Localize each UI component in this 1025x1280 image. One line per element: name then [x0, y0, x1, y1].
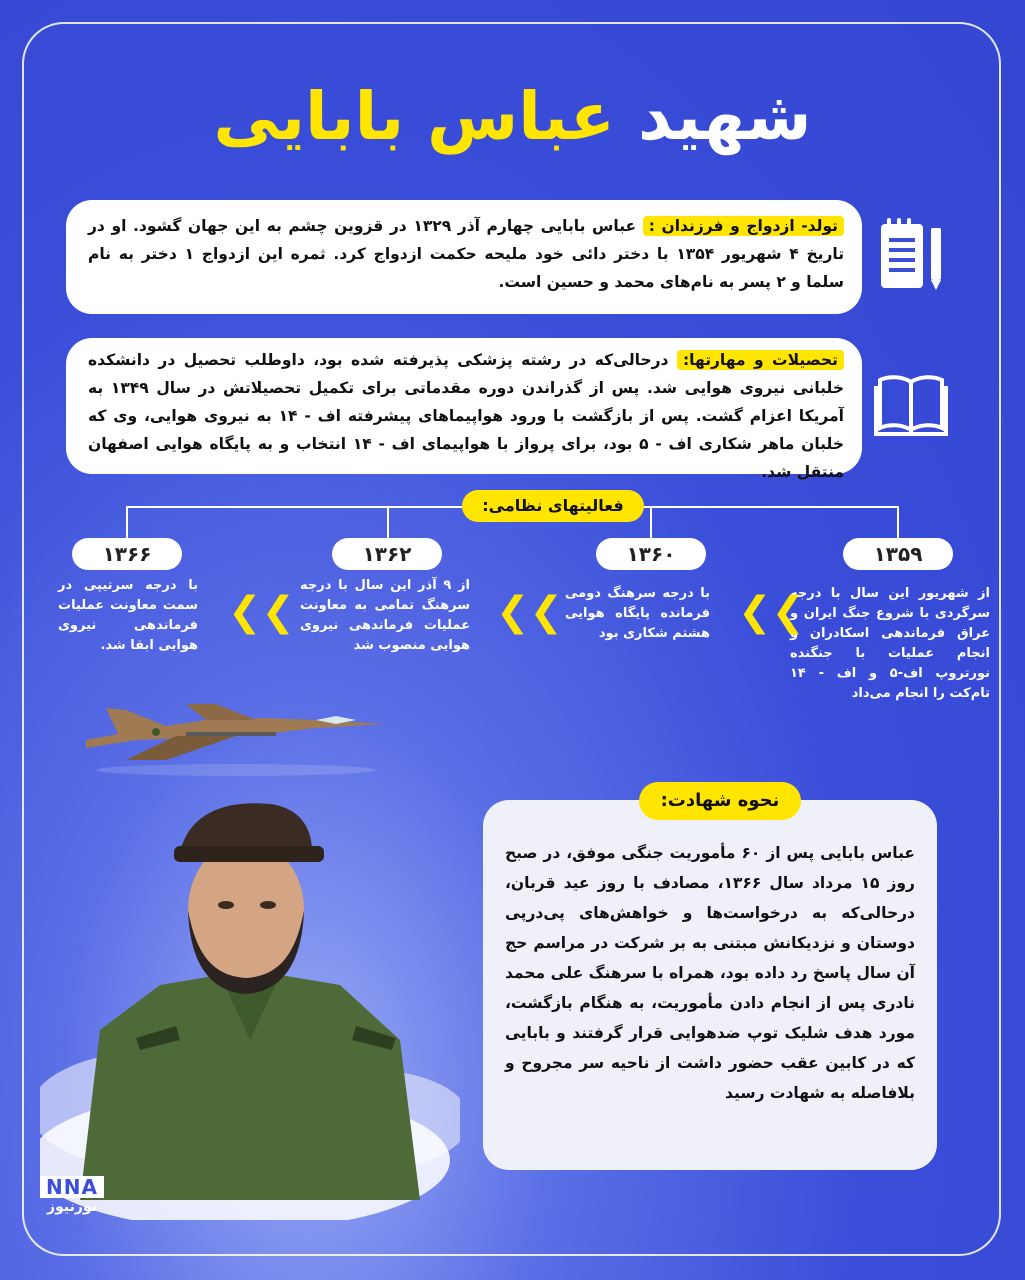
timeline-text-1362: از ۹ آذر این سال با درجه سرهنگ تمامی به معاونت عملیات فرماندهی نیروی هوایی منصوب شد [300, 578, 470, 653]
birth-heading: تولد- ازدواج و فرزندان : [643, 216, 844, 236]
double-chevron-left-icon: ❮❮ [228, 589, 296, 635]
fighter-jet-illustration [66, 690, 396, 784]
timeline-year-1366: ۱۳۶۶ [72, 538, 182, 570]
portrait-illustration [40, 780, 460, 1220]
logo-latin: NNA [40, 1176, 104, 1198]
timeline-text-1366: با درجه سرتیپی در سمت معاونت عملیات فرماندهی نیروی هوایی ابقا شد. [58, 578, 198, 653]
education-heading: تحصیلات و مهارتها: [677, 350, 844, 370]
news-agency-logo [40, 1176, 104, 1216]
double-chevron-left-icon: ❮❮ [738, 589, 806, 635]
timeline-title: فعالیتهای نظامی: [462, 490, 644, 522]
education-text: درحالی‌که در رشته پزشکی پذیرفته شده بود، داوطلب تحصیل در دانشکده خلبانی نیروی هوایی شد. پس از گذراندن دوره مقدماتی برای تکمیل تحصیلاتش در سال ۱۳۴۹ به آمریکا اعزام گشت. پس از بازگشت با ورود هواپیماهای پیشرفته اف - ۱۴ به نیروی هوایی، وی که خلبان ماهر شکاری اف - ۵ بود، برای پرواز با هواپیمای اف - ۱۴ انتخاب و به پایگاه هوایی اصفهان منتقل شد. [88, 351, 844, 481]
timeline-text-1360: با درجه سرهنگ دومی فرمانده پایگاه هوایی هشتم شکاری بود [565, 586, 710, 641]
timeline-year-1362: ۱۳۶۲ [332, 538, 442, 570]
education-paragraph [88, 346, 844, 486]
notepad-pencil-icon [877, 214, 949, 298]
page-title [0, 78, 1025, 155]
double-chevron-left-icon: ❮❮ [496, 589, 564, 635]
title-word-martyr: شهید [638, 78, 812, 155]
birth-paragraph [88, 212, 844, 296]
open-book-icon [874, 372, 948, 442]
martyrdom-heading: نحوه شهادت: [639, 782, 801, 820]
birth-card [66, 200, 862, 314]
title-word-first-name: عباس [427, 78, 616, 155]
martyrdom-text: عباس بابایی پس از ۶۰ مأموریت جنگی موفق، در صبح روز ۱۵ مرداد سال ۱۳۶۶، مصادف با روز عید قربان، درحالی‌که به درخواست‌ها و خواهش‌های پی‌درپی دوستان و نزدیکانش مبتنی به بر شرکت در مراسم حج آن سال پاسخ رد داده بود، همراه با سرهنگ علی محمد نادری پس از انجام دادن مأموریت، به هنگام بازگشت، مورد هدف شلیک توپ ضدهوایی قرار گرفتند و بابایی که در کابین عقب حضور داشت از ناحیه سر مجروح و بلافاصله به شهادت رسید [505, 844, 915, 1102]
timeline-year-1359: ۱۳۵۹ [843, 538, 953, 570]
title-word-last-name: بابایی [213, 78, 405, 155]
education-card [66, 338, 862, 481]
timeline-year-1360: ۱۳۶۰ [596, 538, 706, 570]
birth-text: عباس بابایی چهارم آذر ۱۳۲۹ در قزوین چشم به این جهان گشود. او در تاریخ ۴ شهریور ۱۳۵۴ با دختر دائی خود ملیحه حکمت ازدواج کرد. ثمره این ازدواج ۱ دختر به نام سلما و ۲ پسر به نام‌های محمد و حسین است. [88, 217, 845, 291]
timeline-text-1359: از شهریور این سال با درجه سرگردی با شروع جنگ ایران و عراق فرماندهی اسکادران و انجام عملیات با جنگنده نورتروپ اف-۵ و اف - ۱۴ تام‌کت را انجام می‌داد [790, 586, 990, 701]
logo-persian: نورنیوز [47, 1199, 97, 1215]
martyrdom-card [483, 800, 937, 1170]
